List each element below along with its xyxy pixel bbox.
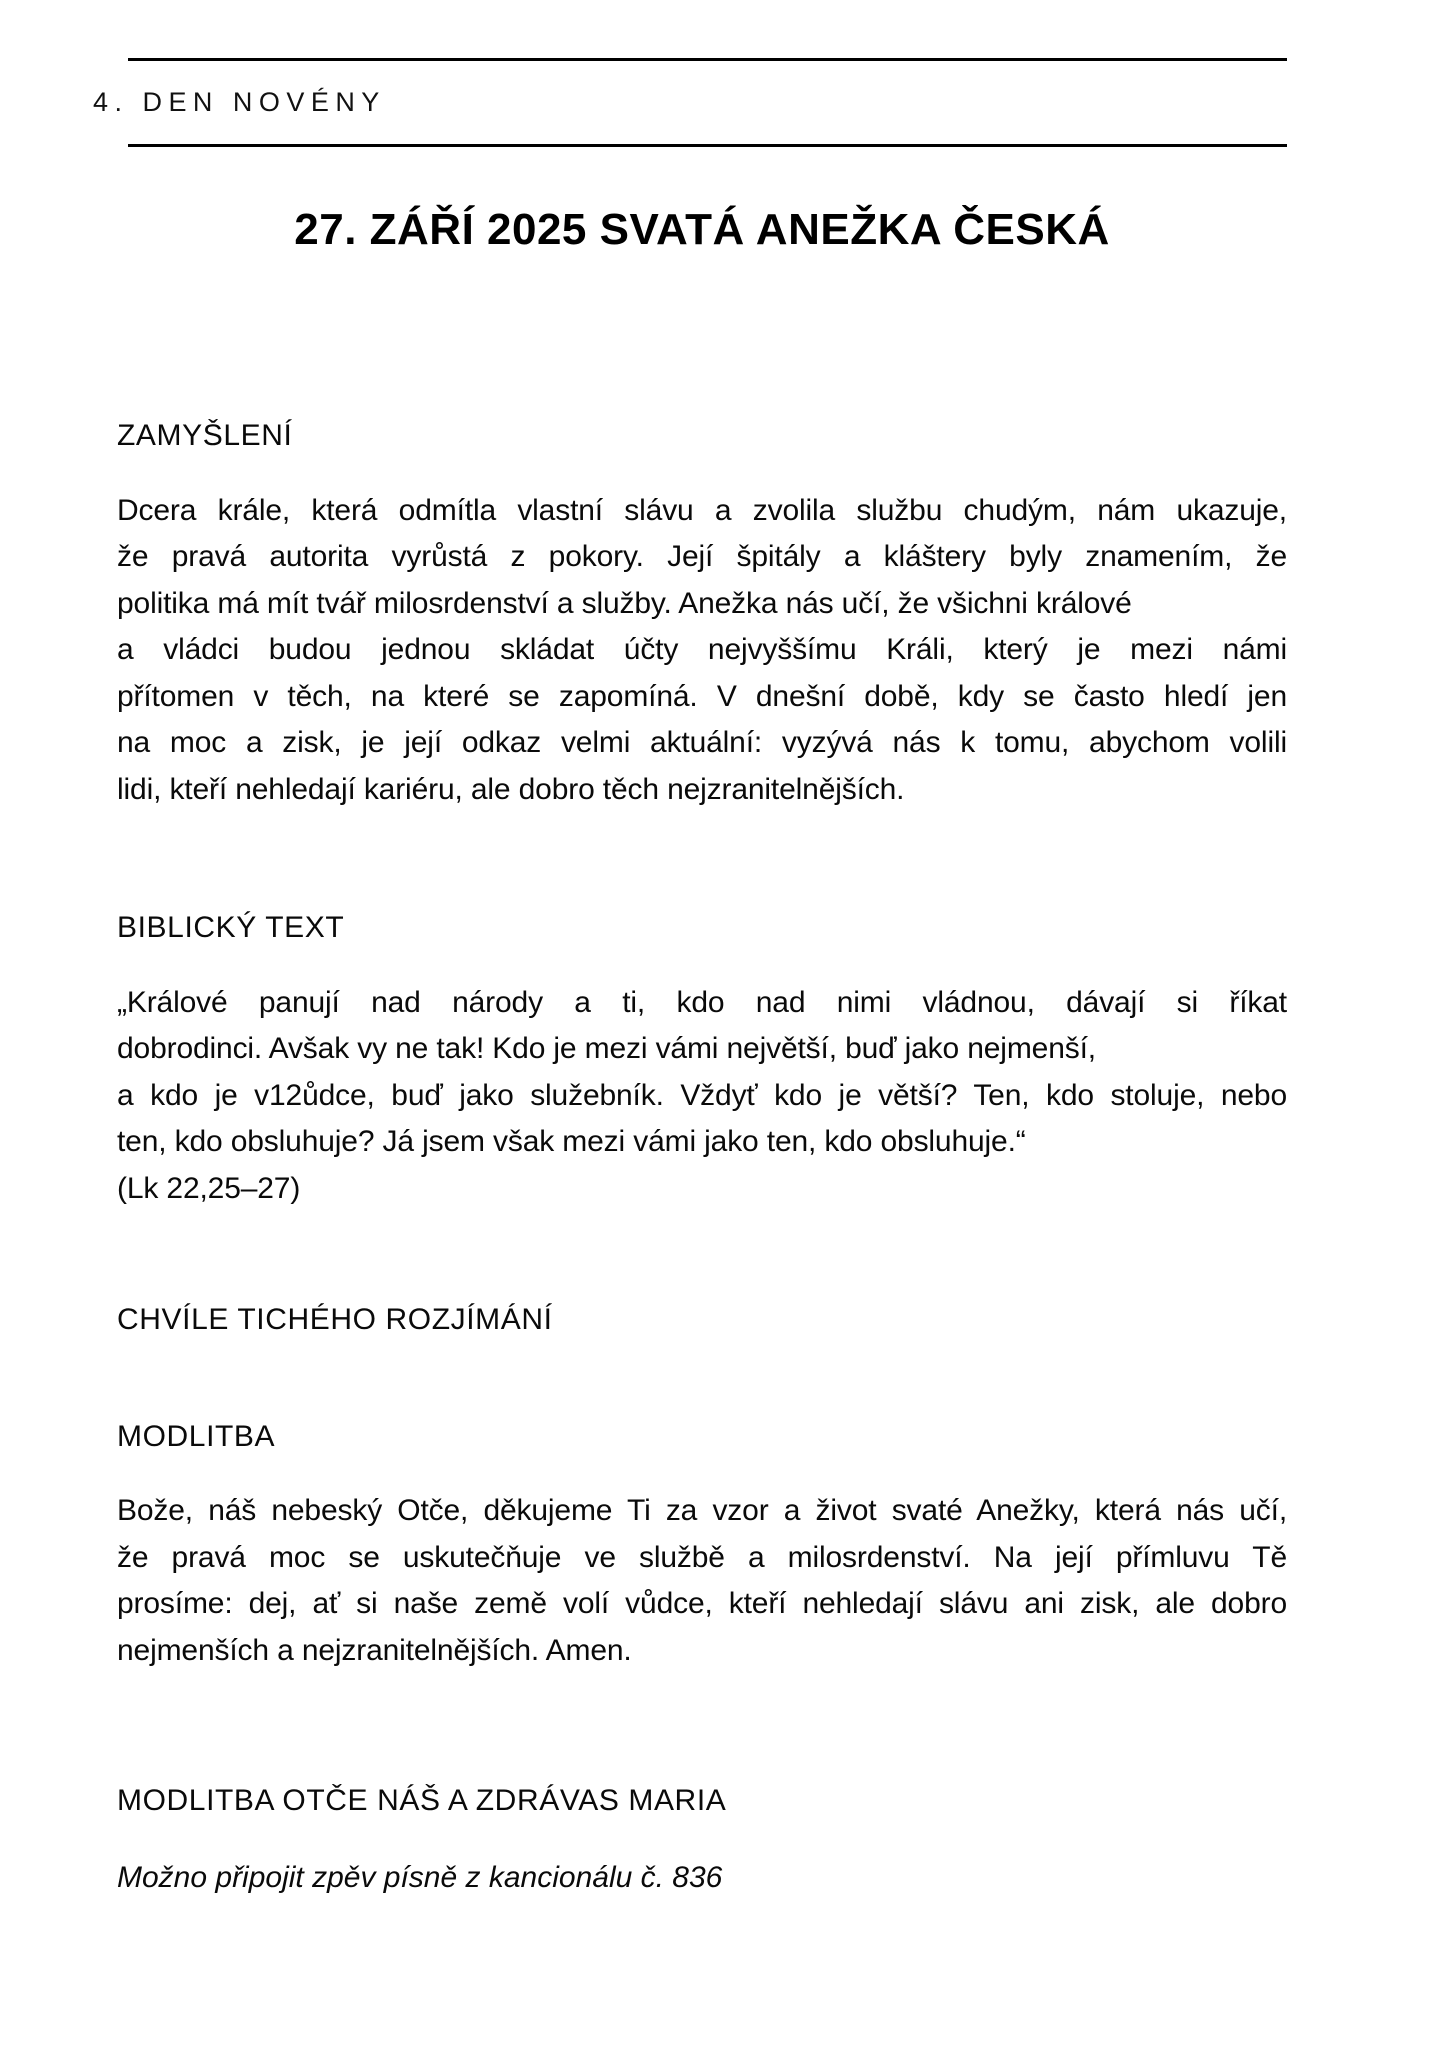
- document-section: [117, 1778, 1287, 1825]
- document-body: [117, 413, 1287, 1825]
- paragraph-line: politika má mít tvář milosrdenství a služby. Anežka nás učí, že všichni králové: [117, 586, 1132, 620]
- paragraph-line: dobrodinci. Avšak vy ne tak! Kdo je mezi vámi největší, buď jako nejmenší,: [117, 1032, 1096, 1065]
- document-section: [117, 1414, 1287, 1675]
- paragraph-line: nejmenších a nejzranitelnějších. Amen.: [117, 1633, 632, 1667]
- header-rule-bottom: [128, 144, 1287, 147]
- paragraph-line: lidi, kteří nehledají kariéru, ale dobro těch nejzranitelnějších.: [117, 772, 905, 806]
- section-heading: ZAMYŠLENÍ: [117, 419, 293, 452]
- paragraph-line: „Králové panují nad národy a ti, kdo nad nimi vládnou, dávají si říkat: [117, 985, 1287, 1019]
- section-heading: CHVÍLE TICHÉHO ROZJÍMÁNÍ: [117, 1303, 553, 1336]
- paragraph: [117, 1488, 1287, 1674]
- paragraph: [117, 488, 1287, 814]
- section-heading: BIBLICKÝ TEXT: [117, 911, 345, 944]
- running-header: 4. DEN NOVÉNY: [93, 87, 386, 117]
- hymn-note: Možno připojit zpěv písně z kancionálu č. 836: [117, 1860, 723, 1894]
- page-title: 27. ZÁŘÍ 2025 SVATÁ ANEŽKA ČESKÁ: [294, 205, 1110, 254]
- document-section: [117, 905, 1287, 1212]
- paragraph: [117, 980, 1287, 1213]
- paragraph-line: na moc a zisk, je její odkaz velmi aktuální: vyzývá nás k tomu, abychom volili: [117, 726, 1287, 759]
- paragraph-line: a kdo je v12ůdce, buď jako služebník. Vždyť kdo je větší? Ten, kdo stoluje, nebo: [117, 1078, 1287, 1112]
- paragraph-line: že pravá moc se uskutečňuje ve službě a milosrdenství. Na její přímluvu Tě: [117, 1540, 1287, 1574]
- document-section: [117, 413, 1287, 813]
- paragraph-line: (Lk 22,25–27): [117, 1171, 301, 1205]
- paragraph-line: přítomen v těch, na které se zapomíná. V dnešní době, kdy se často hledí jen: [117, 679, 1287, 713]
- document-section: [117, 1297, 1287, 1344]
- paragraph-line: ten, kdo obsluhuje? Já jsem však mezi vámi jako ten, kdo obsluhuje.“: [117, 1125, 1026, 1158]
- paragraph-line: prosíme: dej, ať si naše země volí vůdce, kteří nehledají slávu ani zisk, ale dobro: [117, 1587, 1287, 1620]
- section-heading: MODLITBA: [117, 1419, 276, 1453]
- paragraph-line: že pravá autorita vyrůstá z pokory. Její špitály a kláštery byly znamením, že: [117, 540, 1287, 573]
- section-heading: MODLITBA OTČE NÁŠ A ZDRÁVAS MARIA: [117, 1784, 727, 1817]
- paragraph-line: Dcera krále, která odmítla vlastní slávu a zvolila službu chudým, nám ukazuje,: [117, 493, 1287, 527]
- paragraph-line: a vládci budou jednou skládat účty nejvyššímu Králi, který je mezi námi: [117, 633, 1287, 666]
- paragraph-line: Bože, náš nebeský Otče, děkujeme Ti za vzor a život svaté Anežky, která nás učí,: [117, 1494, 1287, 1527]
